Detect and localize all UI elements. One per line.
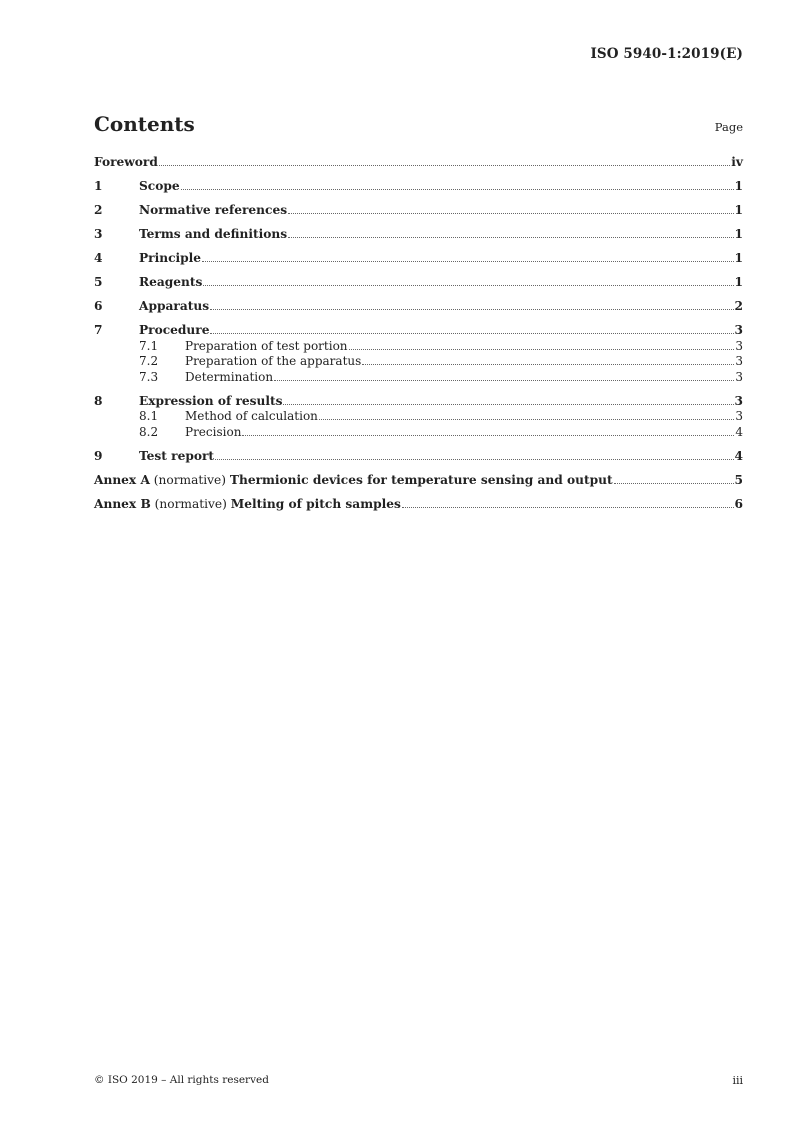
toc-page: 1 [734, 203, 743, 217]
toc-number: 5 [94, 275, 103, 289]
toc-leader [614, 483, 734, 484]
toc-page: iv [731, 155, 743, 169]
annex-letter: Annex A [94, 472, 150, 487]
table-of-contents [94, 155, 743, 511]
toc-leader [181, 189, 734, 190]
toc-entry-annex-a[interactable] [94, 473, 743, 487]
page-footer [94, 1074, 743, 1088]
toc-leader [242, 435, 734, 436]
annex-type: (normative) [153, 472, 227, 487]
toc-number: 6 [94, 299, 103, 313]
toc-entry-annex-b[interactable] [94, 497, 743, 511]
annex-title: Melting of pitch samples [230, 496, 401, 511]
toc-label: Apparatus [139, 299, 210, 313]
toc-leader [274, 380, 734, 381]
toc-entry-principle[interactable] [94, 251, 743, 265]
toc-label: Reagents [139, 275, 203, 289]
toc-entry-reagents[interactable] [94, 275, 743, 289]
toc-subentry-method-of-calculation[interactable] [94, 410, 743, 424]
toc-subentry-preparation-of-apparatus[interactable] [94, 355, 743, 369]
toc-label: Expression of results [139, 393, 283, 408]
toc-number: 7 [94, 323, 103, 337]
toc-number: 8.1 [139, 409, 159, 423]
toc-number: 7.2 [139, 354, 159, 368]
toc-leader [159, 165, 730, 166]
toc-subentry-preparation-of-test-portion[interactable] [94, 339, 743, 353]
toc-number: 8 [94, 393, 103, 408]
toc-leader [283, 404, 733, 405]
toc-number: 1 [94, 179, 103, 193]
toc-page: 3 [734, 393, 743, 408]
toc-entry-scope[interactable] [94, 179, 743, 193]
toc-label: Preparation of test portion [185, 338, 348, 353]
toc-label: Foreword [94, 155, 158, 169]
toc-number: 9 [94, 448, 103, 463]
annex-title: Thermionic devices for temperature sensing and output [229, 472, 613, 487]
toc-page: 1 [734, 275, 743, 289]
toc-leader [210, 309, 733, 310]
toc-entry-normative-references[interactable] [94, 203, 743, 217]
toc-label [94, 497, 401, 511]
toc-page: 4 [735, 424, 743, 439]
toc-entry-terms-and-definitions[interactable] [94, 227, 743, 241]
toc-subentry-precision[interactable] [94, 425, 743, 439]
toc-leader [210, 333, 733, 334]
toc-page: 3 [735, 338, 743, 353]
toc-page: 2 [734, 299, 743, 313]
toc-page: 3 [735, 369, 743, 384]
toc-label: Terms and definitions [139, 227, 288, 241]
toc-label: Preparation of the apparatus [185, 354, 362, 368]
toc-entry-expression-of-results[interactable] [94, 394, 743, 408]
toc-page: 3 [734, 323, 743, 337]
page-number: iii [732, 1074, 743, 1087]
copyright-notice: © ISO 2019 – All rights reserved [94, 1074, 269, 1086]
toc-label: Method of calculation [185, 409, 318, 423]
toc-number: 2 [94, 203, 103, 217]
toc-leader [362, 364, 734, 365]
toc-entry-test-report[interactable] [94, 449, 743, 463]
toc-subentry-determination[interactable] [94, 370, 743, 384]
toc-number: 7.1 [139, 338, 159, 353]
toc-page: 3 [735, 354, 743, 368]
toc-label [94, 473, 613, 487]
toc-page: 1 [734, 251, 743, 265]
toc-label: Principle [139, 251, 202, 265]
page-title: Contents [94, 112, 195, 136]
toc-label: Test report [139, 448, 215, 463]
toc-page: 1 [734, 179, 743, 193]
toc-leader [215, 459, 733, 460]
toc-label: Scope [139, 179, 180, 193]
toc-leader [288, 213, 733, 214]
toc-leader [319, 419, 734, 420]
toc-label: Determination [185, 369, 274, 384]
annex-type: (normative) [154, 496, 227, 511]
contents-header [94, 112, 743, 138]
toc-label: Precision [185, 424, 242, 439]
toc-leader [349, 349, 735, 350]
toc-page: 6 [734, 496, 743, 511]
toc-number: 8.2 [139, 424, 159, 439]
page-column-label: Page [714, 120, 743, 134]
toc-number: 3 [94, 227, 103, 241]
toc-label: Procedure [139, 323, 210, 337]
toc-number: 4 [94, 251, 103, 265]
toc-page: 4 [734, 448, 743, 463]
toc-entry-procedure[interactable] [94, 323, 743, 337]
toc-leader [288, 237, 733, 238]
toc-leader [202, 261, 733, 262]
toc-number: 7.3 [139, 369, 159, 384]
toc-entry-foreword[interactable] [94, 155, 743, 169]
toc-leader [402, 507, 734, 508]
toc-leader [203, 285, 733, 286]
toc-entry-apparatus[interactable] [94, 299, 743, 313]
toc-page: 1 [734, 227, 743, 241]
toc-page: 5 [734, 472, 743, 487]
toc-page: 3 [735, 409, 743, 423]
document-id: ISO 5940-1:2019(E) [590, 46, 743, 62]
annex-letter: Annex B [94, 496, 151, 511]
toc-label: Normative references [139, 203, 288, 217]
